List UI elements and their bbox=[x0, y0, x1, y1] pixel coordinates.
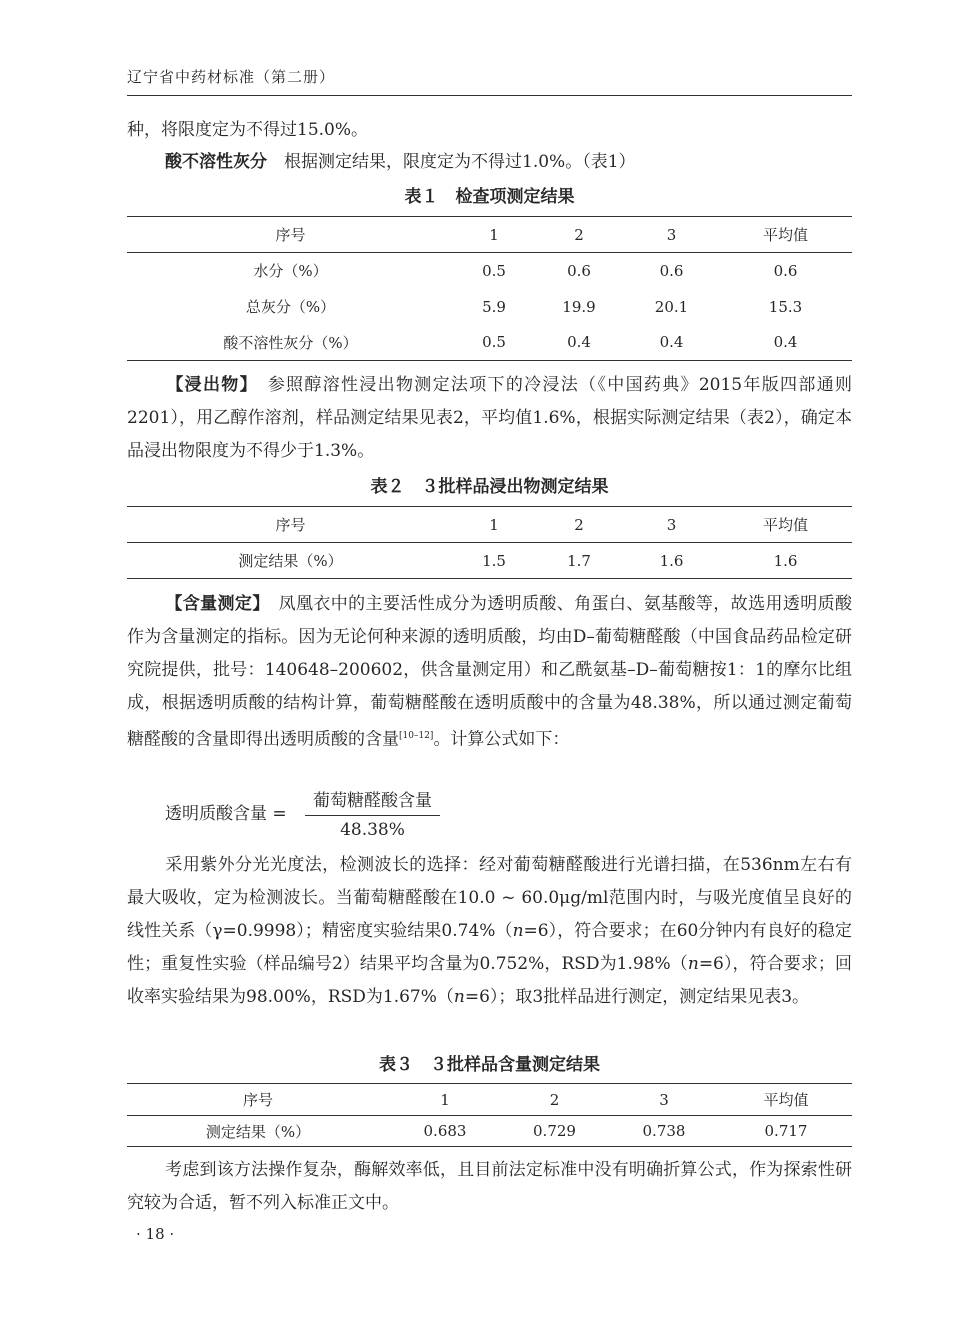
table-header-cell: 1 bbox=[489, 515, 499, 534]
table-cell: 总灰分（%） bbox=[245, 298, 336, 316]
table-cell: 0.683 bbox=[423, 1122, 467, 1140]
table-header-cell: 3 bbox=[666, 225, 677, 244]
table-header-cell: 2 bbox=[574, 225, 584, 244]
italic-n: n bbox=[453, 987, 465, 1007]
table-row bbox=[127, 325, 852, 361]
table-header-cell: 2 bbox=[549, 1090, 560, 1109]
table-cell: 水分（%） bbox=[253, 262, 328, 281]
table-cell: 0.729 bbox=[533, 1122, 576, 1140]
table-header-cell: 平均值 bbox=[762, 516, 808, 534]
table-cell: 测定结果（%） bbox=[205, 1122, 311, 1141]
table1 bbox=[127, 216, 852, 361]
table-header-cell: 1 bbox=[440, 1090, 450, 1109]
table-cell: 0.5 bbox=[482, 261, 506, 280]
table-cell: 0.6 bbox=[659, 261, 684, 280]
table-header-cell: 序号 bbox=[242, 1091, 273, 1109]
table-header-cell: 序号 bbox=[275, 516, 306, 534]
table-cell: 0.6 bbox=[567, 261, 591, 280]
table-cell: 0.717 bbox=[764, 1122, 808, 1140]
paragraph-text: 。计算公式如下： bbox=[433, 729, 570, 750]
paragraph-text: 参照醇溶性浸出物测定法项下的冷浸法（《中国药典》2015年版四部通则2201），用乙醇作溶剂，样品测定结果见表2，平均值1.6%，根据实际测定结果（表2），确定本品浸出物限度为不得少于1.3%。 bbox=[127, 375, 853, 461]
formula-denominator: 48.38% bbox=[340, 820, 405, 840]
table-cell: 1.7 bbox=[567, 551, 591, 570]
table-cell: 19.9 bbox=[562, 297, 596, 316]
table-cell: 15.3 bbox=[768, 297, 803, 316]
table-header-cell: 2 bbox=[574, 515, 584, 534]
table1-caption: 表１ 检查项测定结果 bbox=[404, 187, 575, 207]
table-header-cell: 3 bbox=[666, 515, 677, 534]
table-cell: 20.1 bbox=[654, 297, 689, 316]
paragraph-text: 根据测定结果，限度定为不得过1.0%。（表1） bbox=[284, 152, 636, 172]
paragraph-text: 考虑到该方法操作复杂，酶解效率低，且目前法定标准中没有明确折算公式，作为探索性研究较为合适，暂不列入标准正文中。 bbox=[127, 1160, 852, 1213]
table-cell: 0.738 bbox=[642, 1122, 686, 1140]
table-header-cell: 序号 bbox=[275, 226, 306, 244]
paragraph-text: =6），符合要求；在60分钟内有良好的稳定性；重复性实验（样品编号2）结果平均含量为0.752%，RSD为1.98%（ bbox=[127, 921, 852, 974]
paragraph-text: 采用紫外分光光度法，检测波长的选择：经对葡萄糖醛酸进行光谱扫描，在536nm左右有最大吸收，定为检测波长。当葡萄糖醛酸在10.0 ~ 60.0μg/ml范围内时，与吸光度值呈良好的线性关系（γ=0.9998）；精密度实验结果0.74%（ bbox=[127, 855, 852, 941]
paragraph-acid-insoluble-ash bbox=[127, 146, 852, 179]
table2-caption: 表２ ３批样品浸出物测定结果 bbox=[370, 477, 609, 497]
term-extract: 【浸出物】 bbox=[165, 375, 250, 395]
table-cell: 1.5 bbox=[482, 551, 506, 570]
table-cell: 5.9 bbox=[482, 297, 506, 316]
reference-citation: [10–12] bbox=[399, 731, 434, 741]
table-cell: 酸不溶性灰分（%） bbox=[223, 333, 358, 352]
table3 bbox=[127, 1083, 852, 1147]
page-number: · 18 · bbox=[136, 1225, 175, 1243]
paragraph-extract bbox=[127, 369, 852, 468]
table2 bbox=[127, 506, 852, 579]
table-header-cell: 平均值 bbox=[763, 1091, 809, 1109]
table-cell: 0.6 bbox=[773, 261, 798, 280]
table-cell: 0.4 bbox=[773, 333, 798, 352]
table-row bbox=[127, 543, 852, 579]
table-header-cell: 3 bbox=[659, 1090, 669, 1109]
table-cell: 1.6 bbox=[659, 551, 684, 570]
formula-numerator: 葡萄糖醛酸含量 bbox=[305, 786, 440, 816]
paragraph-assay bbox=[127, 588, 852, 757]
table-cell: 0.5 bbox=[482, 333, 506, 352]
term-acid-insoluble-ash: 酸不溶性灰分 bbox=[165, 152, 267, 172]
table-header-cell: 1 bbox=[489, 225, 499, 244]
table-cell: 测定结果（%） bbox=[238, 552, 343, 570]
paragraph-method bbox=[127, 849, 852, 1014]
table-cell: 1.6 bbox=[773, 551, 798, 570]
table-cell: 0.4 bbox=[567, 333, 591, 352]
formula-fraction bbox=[305, 786, 440, 840]
table-cell: 0.4 bbox=[659, 333, 684, 352]
table-row bbox=[127, 1116, 852, 1147]
header-rule bbox=[127, 95, 852, 96]
italic-n: n bbox=[512, 921, 524, 941]
formula-lhs: 透明质酸含量 = bbox=[165, 804, 287, 824]
paragraph-conclusion bbox=[127, 1154, 852, 1220]
paragraph-text: 凤凰衣中的主要活性成分为透明质酸、角蛋白、氨基酸等，故选用透明质酸作为含量测定的指标。因为无论何种来源的透明质酸，均由D–葡萄糖醛酸（中国食品药品检定研究院提供，批号：140648–200602，供含量测定用）和乙酰氨基–D–葡萄糖按1：1的摩尔比组成，根据透明质酸的结构计算，葡萄糖醛酸在透明质酸中的含量为48.38%，所以通过测定葡萄糖醛酸的含量即得出透明质酸的含量 bbox=[127, 594, 853, 750]
running-header: 辽宁省中药材标准（第二册） bbox=[127, 68, 336, 86]
paragraph-text: =6），符合要求；回收率实验结果为98.00%，RSD为1.67%（ bbox=[127, 954, 853, 1007]
term-assay: 【含量测定】 bbox=[165, 594, 262, 614]
paragraph-1: 种，将限度定为不得过15.0%。 bbox=[127, 120, 369, 140]
table-row bbox=[127, 253, 852, 289]
italic-n: n bbox=[687, 954, 699, 974]
table-header-cell: 平均值 bbox=[762, 226, 808, 244]
table-row bbox=[127, 289, 852, 325]
table3-caption: 表３ ３批样品含量测定结果 bbox=[379, 1055, 600, 1075]
paragraph-text: =6）；取3批样品进行测定，测定结果见表3。 bbox=[464, 987, 810, 1007]
